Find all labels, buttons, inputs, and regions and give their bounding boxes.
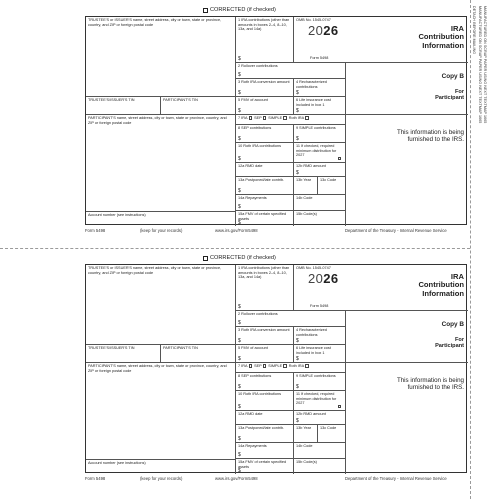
form-grid xyxy=(85,264,467,473)
box15a-field[interactable]: 15a FMV of certain specified assets $ xyxy=(236,211,294,226)
box2-field[interactable]: 2 Rollover contributions $ xyxy=(236,63,346,79)
account-number-field[interactable]: Account number (see instructions) xyxy=(86,211,236,226)
corrected-label: CORRECTED (if checked) xyxy=(210,7,276,13)
copy-label: Copy B xyxy=(441,73,464,80)
box14a-field[interactable]: 14a Repayments $ xyxy=(236,195,294,211)
form-title: IRA Contribution Information xyxy=(418,272,464,298)
rmd-checkbox[interactable] xyxy=(338,405,342,409)
participant-tin-field[interactable]: PARTICIPANT'S TIN xyxy=(161,345,236,363)
roth-checkbox[interactable] xyxy=(305,116,309,120)
roth-checkbox[interactable] xyxy=(305,364,309,368)
form-number: Form 5498 xyxy=(310,303,329,308)
box12b-field[interactable]: 12b RMD amount $ xyxy=(294,163,346,177)
box13a-field[interactable]: 13a Postponed/late contrib. $ xyxy=(236,177,294,195)
trustee-name-field[interactable] xyxy=(86,265,236,345)
copy-b-block xyxy=(346,311,468,363)
box13b-field[interactable]: 13b Year xyxy=(294,425,318,443)
copy-label: Copy B xyxy=(441,321,464,328)
form-5498-copy-bottom xyxy=(85,255,467,493)
footer-url[interactable]: www.irs.gov/Form5498 xyxy=(215,228,258,233)
rmd-checkbox[interactable] xyxy=(338,157,342,161)
box15a-field[interactable]: 15a FMV of certain specified assets $ xyxy=(236,459,294,474)
ira-checkbox[interactable] xyxy=(249,116,253,120)
box15b-field[interactable]: 15b Code(s) xyxy=(294,211,346,226)
box1-field[interactable]: 1 IRA contributions (other than amounts in boxes 2–4, 8–10, 13a, and 14a) $ xyxy=(236,265,294,311)
horizontal-perforation xyxy=(0,248,470,249)
footer-form-number: Form 5498 xyxy=(85,228,106,233)
side-text-manufacturer: MANUFACTURED ON SCRAP PAPER USING NEXT TEXTMAP 1665 xyxy=(478,6,482,124)
info-block xyxy=(346,363,468,474)
box9-field[interactable]: 9 SIMPLE contributions $ xyxy=(294,373,346,391)
form-number: Form 5498 xyxy=(310,55,329,60)
omb-number: OMB No. 1545-0747 xyxy=(296,18,331,22)
corrected-label: CORRECTED (if checked) xyxy=(210,255,276,261)
box11-field[interactable]: 11 If checked, required minimum distribution for 2027 xyxy=(294,391,346,411)
irs-notice: This information is being furnished to the IRS. xyxy=(396,377,464,391)
box3-field[interactable]: 3 Roth IRA conversion amount $ xyxy=(236,327,294,345)
irs-notice: This information is being furnished to the IRS. xyxy=(396,129,464,143)
box8-field[interactable]: 8 SEP contributions $ xyxy=(236,373,294,391)
box13c-field[interactable]: 13c Code xyxy=(318,177,346,195)
trustee-label: TRUSTEE'S or ISSUER'S name, street address, city or town, state or province, country, and ZIP or foreign postal code xyxy=(88,18,222,27)
box14b-field[interactable]: 14b Code xyxy=(294,443,346,459)
trustee-label: TRUSTEE'S or ISSUER'S name, street address, city or town, state or province, country, and ZIP or foreign postal code xyxy=(88,266,222,275)
box4-field[interactable]: 4 Recharacterized contributions $ xyxy=(294,327,346,345)
footer-keep: (keep for your records) xyxy=(140,476,183,481)
trustee-tin-field[interactable]: TRUSTEE'S/ISSUER'S TIN xyxy=(86,97,161,115)
box13b-field[interactable]: 13b Year xyxy=(294,177,318,195)
for-participant: For Participant xyxy=(435,89,464,102)
account-number-field[interactable]: Account number (see instructions) xyxy=(86,459,236,474)
trustee-name-field[interactable] xyxy=(86,17,236,97)
corrected-checkbox-row[interactable] xyxy=(203,255,276,261)
form-grid xyxy=(85,16,467,225)
side-text-detach: DETACH BEFORE MAILING xyxy=(472,6,476,55)
box15b-field[interactable]: 15b Code(s) xyxy=(294,459,346,474)
box4-field[interactable]: 4 Recharacterized contributions $ xyxy=(294,79,346,97)
box13c-field[interactable]: 13c Code xyxy=(318,425,346,443)
box2-field[interactable]: 2 Rollover contributions $ xyxy=(236,311,346,327)
tax-year: 2026 xyxy=(308,271,339,286)
form-5498-copy-top xyxy=(85,7,467,245)
corrected-checkbox[interactable] xyxy=(203,256,208,261)
box11-field[interactable]: 11 If checked, required minimum distribution for 2027 xyxy=(294,143,346,163)
participant-name-field[interactable]: PARTICIPANT'S name, street address, city or town, state or province, country, and ZIP or foreign postal code xyxy=(86,363,236,474)
trustee-tin-field[interactable]: TRUSTEE'S/ISSUER'S TIN xyxy=(86,345,161,363)
box7-field[interactable]: 7 IRA SEP SIMPLE Roth IRA xyxy=(236,363,346,373)
side-text-manufacturer-2: MANUFACTURED ON SCRAP PAPER USING NEXT TEXTMAP 1665 xyxy=(483,6,487,124)
vertical-perforation xyxy=(470,0,471,499)
form-title: IRA Contribution Information xyxy=(418,24,464,50)
box14b-field[interactable]: 14b Code xyxy=(294,195,346,211)
simple-checkbox[interactable] xyxy=(283,364,287,368)
corrected-checkbox-row[interactable] xyxy=(203,7,276,13)
box6-field[interactable]: 6 Life insurance cost included in box 1 $ xyxy=(294,97,346,115)
participant-tin-field[interactable]: PARTICIPANT'S TIN xyxy=(161,97,236,115)
footer-dept: Department of the Treasury - Internal Revenue Service xyxy=(345,476,447,481)
year-block xyxy=(294,17,346,63)
for-participant: For Participant xyxy=(435,337,464,350)
title-block xyxy=(346,17,468,63)
sep-checkbox[interactable] xyxy=(263,116,267,120)
box12a-field[interactable]: 12a RMD date xyxy=(236,411,294,425)
omb-number: OMB No. 1545-0747 xyxy=(296,266,331,270)
title-block xyxy=(346,265,468,311)
tax-year: 2026 xyxy=(308,23,339,38)
sep-checkbox[interactable] xyxy=(263,364,267,368)
corrected-checkbox[interactable] xyxy=(203,8,208,13)
box1-label: 1 IRA contributions (other than amounts in boxes 2–4, 8–10, 13a, and 14a) xyxy=(238,266,290,279)
box1-label: 1 IRA contributions (other than amounts in boxes 2–4, 8–10, 13a, and 14a) xyxy=(238,18,290,31)
box10-field[interactable]: 10 Roth IRA contributions $ xyxy=(236,143,294,163)
box3-field[interactable]: 3 Roth IRA conversion amount $ xyxy=(236,79,294,97)
box9-field[interactable]: 9 SIMPLE contributions $ xyxy=(294,125,346,143)
box12b-field[interactable]: 12b RMD amount $ xyxy=(294,411,346,425)
box5-field[interactable]: 5 FMV of account $ xyxy=(236,97,294,115)
footer-url[interactable]: www.irs.gov/Form5498 xyxy=(215,476,258,481)
footer-keep: (keep for your records) xyxy=(140,228,183,233)
box7-field[interactable]: 7 IRA SEP SIMPLE Roth IRA xyxy=(236,115,346,125)
box12a-field[interactable]: 12a RMD date xyxy=(236,163,294,177)
ira-checkbox[interactable] xyxy=(249,364,253,368)
box6-field[interactable]: 6 Life insurance cost included in box 1 $ xyxy=(294,345,346,363)
footer-form-number: Form 5498 xyxy=(85,476,106,481)
footer-dept: Department of the Treasury - Internal Revenue Service xyxy=(345,228,447,233)
box14a-field[interactable]: 14a Repayments $ xyxy=(236,443,294,459)
box10-field[interactable]: 10 Roth IRA contributions $ xyxy=(236,391,294,411)
box1-field[interactable]: 1 IRA contributions (other than amounts in boxes 2–4, 8–10, 13a, and 14a) $ xyxy=(236,17,294,63)
box13a-field[interactable]: 13a Postponed/late contrib. $ xyxy=(236,425,294,443)
box8-field[interactable]: 8 SEP contributions $ xyxy=(236,125,294,143)
simple-checkbox[interactable] xyxy=(283,116,287,120)
participant-name-field[interactable]: PARTICIPANT'S name, street address, city or town, state or province, country, and ZIP or foreign postal code xyxy=(86,115,236,226)
box5-field[interactable]: 5 FMV of account $ xyxy=(236,345,294,363)
info-block xyxy=(346,115,468,226)
copy-b-block xyxy=(346,63,468,115)
year-block xyxy=(294,265,346,311)
